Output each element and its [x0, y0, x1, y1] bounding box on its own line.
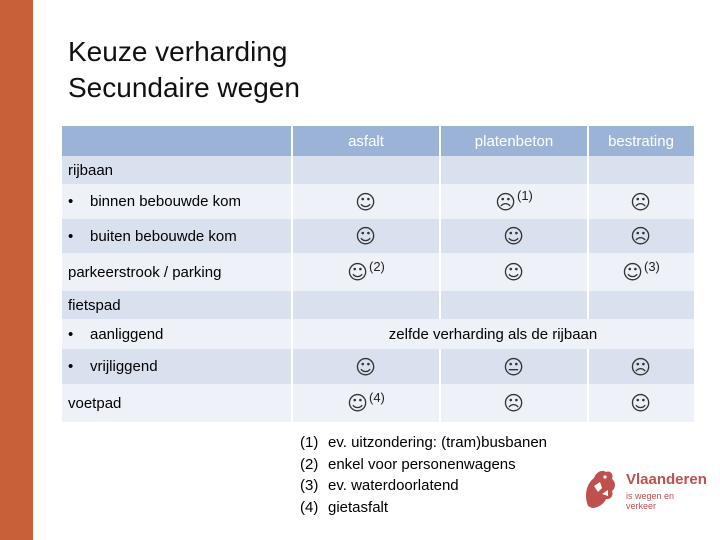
smiley-happy-icon: ☺: [355, 189, 376, 214]
accent-sidebar: [0, 0, 33, 540]
smiley-sad-icon: ☹: [503, 391, 524, 415]
header-platenbeton: platenbeton: [474, 132, 554, 150]
row-label: [62, 319, 292, 349]
footnote: (1) ev. uitzondering: (tram)busbanen: [300, 434, 548, 451]
smiley-sad-icon: ☹: [630, 224, 651, 248]
footnotes: [300, 432, 547, 518]
table-row: [62, 349, 694, 384]
smiley-happy-icon: ☺: [503, 260, 524, 284]
footnote-ref: (4): [368, 389, 385, 405]
footnote: (3) ev. waterdoorlatend: [300, 477, 459, 494]
smiley-sad-icon: ☹: [495, 189, 516, 214]
smiley-happy-icon: ☺: [347, 391, 368, 415]
footnote-ref: (2): [368, 258, 385, 274]
asfalt-rating: [292, 384, 440, 422]
row-label: [62, 184, 292, 219]
header-asfalt: asfalt: [348, 132, 384, 150]
header-bestrating: bestrating: [608, 132, 674, 150]
smiley-sad-icon: ☹: [630, 354, 651, 379]
footnote-ref: (1): [516, 188, 533, 203]
page-title: [68, 34, 300, 106]
row-label-text: vrijliggend: [90, 358, 158, 375]
footnote-ref: (3): [643, 258, 660, 274]
smiley-happy-icon: ☺: [355, 224, 376, 248]
smiley-neutral-icon: 😐: [503, 354, 524, 379]
lion-icon: [580, 466, 622, 512]
smiley-happy-icon: ☺: [355, 354, 376, 379]
row-label-text: aanliggend: [90, 325, 164, 343]
row-label: [62, 219, 292, 253]
merged-note-cell: zelfde verharding als de rijbaan: [388, 325, 598, 343]
smiley-happy-icon: ☺: [503, 224, 524, 248]
table-row: [62, 219, 694, 253]
platenbeton-rating: [440, 219, 588, 253]
bestrating-rating: [588, 253, 694, 291]
table-row: [62, 156, 694, 184]
bestrating-rating: [588, 184, 694, 219]
bullet: •: [68, 193, 74, 210]
table-row: [62, 384, 694, 422]
footnote: (2) enkel voor personenwagens: [300, 455, 516, 473]
title-line-1: Keuze verharding: [68, 36, 288, 67]
row-label-text: binnen bebouwde kom: [90, 193, 241, 210]
row-label: fietspad: [68, 296, 121, 314]
vlaanderen-logo: [580, 466, 707, 512]
row-label: [62, 349, 292, 384]
logo-tagline: is wegen en verkeer: [626, 491, 675, 511]
asfalt-rating: [292, 184, 440, 219]
asfalt-rating: [292, 219, 440, 253]
row-label-text: buiten bebouwde kom: [90, 227, 237, 245]
platenbeton-rating: [440, 349, 588, 384]
smiley-happy-icon: ☺: [622, 260, 643, 284]
table-row: [62, 319, 694, 349]
smiley-happy-icon: ☺: [630, 391, 651, 415]
table-row: [62, 291, 694, 319]
smiley-happy-icon: ☺: [347, 260, 368, 284]
row-label: parkeerstrook / parking: [68, 263, 222, 281]
bestrating-rating: [588, 349, 694, 384]
platenbeton-rating: [440, 384, 588, 422]
title-line-2: Secundaire wegen: [68, 72, 300, 103]
bullet: •: [68, 325, 74, 343]
row-label: voetpad: [68, 394, 122, 412]
platenbeton-rating: [440, 253, 588, 291]
row-label: rijbaan: [68, 161, 114, 179]
footnote: (4) gietasfalt: [300, 498, 389, 516]
bestrating-rating: [588, 384, 694, 422]
smiley-sad-icon: ☹: [630, 189, 651, 214]
asfalt-rating: [292, 349, 440, 384]
asfalt-rating: [292, 253, 440, 291]
table-row: [62, 253, 694, 291]
logo-brand: Vlaanderen: [626, 471, 707, 488]
bestrating-rating: [588, 219, 694, 253]
bullet: •: [68, 227, 74, 245]
table-row: [62, 184, 694, 219]
platenbeton-rating: [440, 184, 588, 219]
table-header-row: [62, 126, 694, 156]
bullet: •: [68, 358, 74, 375]
header-empty: [62, 126, 292, 156]
